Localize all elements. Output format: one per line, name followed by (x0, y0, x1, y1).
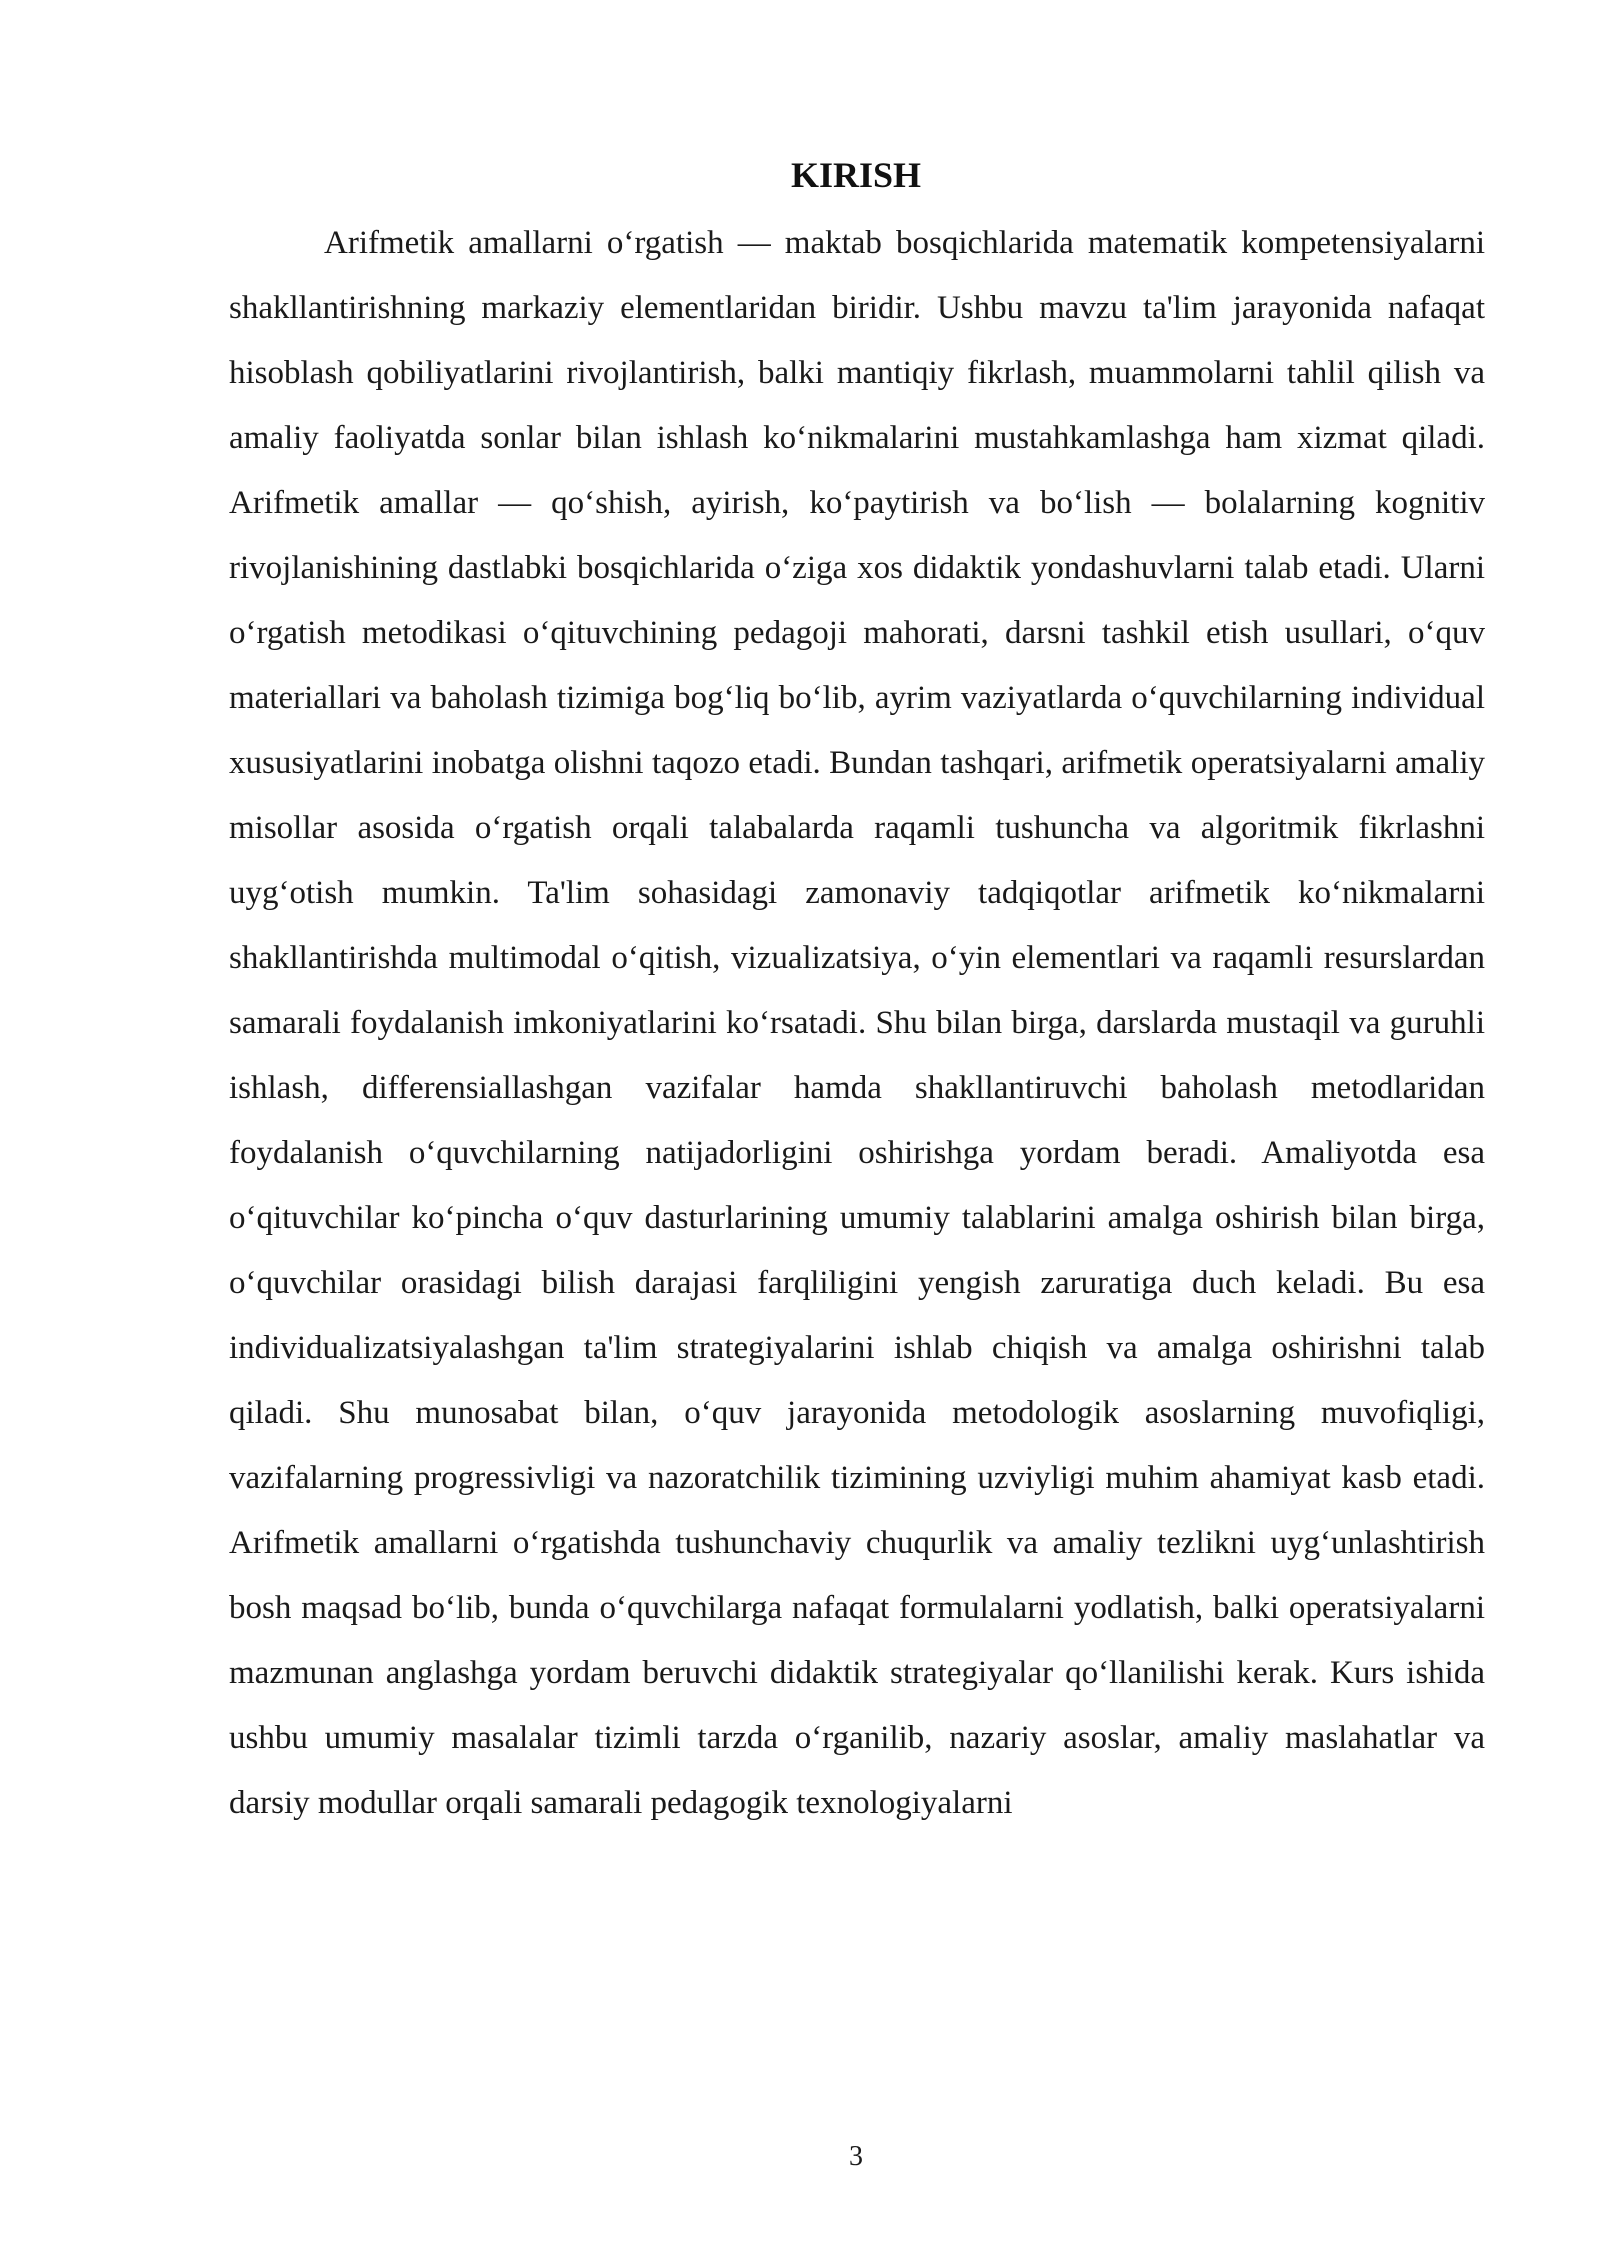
section-heading: KIRISH (790, 155, 922, 195)
body-paragraph: Arifmetik amallarni o‘rgatish — maktab bosqichlarida matematik kompetensiyalarni shakllantirishning markaziy elementlaridan biridir. Ushbu mavzu ta'lim jarayonida nafaqat hisoblash qobiliyatlarini rivojlantirish, balki mantiqiy fikrlash, muammolarni tahlil qilish va amaliy faoliyatda sonlar bilan ishlash ko‘nikmalarini mustahkamlashga ham xizmat qiladi. Arifmetik amallar — qo‘shish, ayirish, ko‘paytirish va bo‘lish — bolalarning kognitiv rivojlanishining dastlabki bosqichlarida o‘ziga xos didaktik yondashuvlarni talab etadi. Ularni o‘rgatish metodikasi o‘qituvchining pedagoji mahorati, darsni tashkil etish usullari, o‘quv materiallari va baholash tizimiga bog‘liq bo‘lib, ayrim vaziyatlarda o‘quvchilarning individual xususiyatlarini inobatga olishni taqozo etadi. Bundan tashqari, arifmetik operatsiyalarni amaliy misollar asosida o‘rgatish orqali talabalarda raqamli tushuncha va algoritmik fikrlashni uyg‘otish mumkin. Ta'lim sohasidagi zamonaviy tadqiqotlar arifmetik ko‘nikmalarni shakllantirishda multimodal o‘qitish, vizualizatsiya, o‘yin elementlari va raqamli resurslardan samarali foydalanish imkoniyatlarini ko‘rsatadi. Shu bilan birga, darslarda mustaqil va guruhli ishlash, differensiallashgan vazifalar hamda shakllantiruvchi baholash metodlaridan foydalanish o‘quvchilarning natijadorligini oshirishga yordam beradi. Amaliyotda esa o‘qituvchilar ko‘pincha o‘quv dasturlarining umumiy talablarini amalga oshirish bilan birga, o‘quvchilar orasidagi bilish darajasi farqliligini yengish zaruratiga duch keladi. Bu esa individualizatsiyalashgan ta'lim strategiyalarini ishlab chiqish va amalga oshirishni talab qiladi. Shu munosabat bilan, o‘quv jarayonida metodologik asoslarning muvofiqligi, vazifalarning progressivligi va nazoratchilik tizimining uzviyligi muhim ahamiyat kasb etadi. Arifmetik amallarni o‘rgatishda tushunchaviy chuqurlik va amaliy tezlikni uyg‘unlashtirish bosh maqsad bo‘lib, bunda o‘quvchilarga nafaqat formulalarni yodlatish, balki operatsiyalarni mazmunan anglashga yordam beruvchi didaktik strategiyalar qo‘llanilishi kerak. Kurs ishida ushbu umumiy masalalar tizimli tarzda o‘rganilib, nazariy asoslar, amaliy maslahatlar va darsiy modullar orqali samarali pedagogik texnologiyalarni (229, 225, 1485, 1821)
page-number: 3 (849, 2141, 863, 2172)
